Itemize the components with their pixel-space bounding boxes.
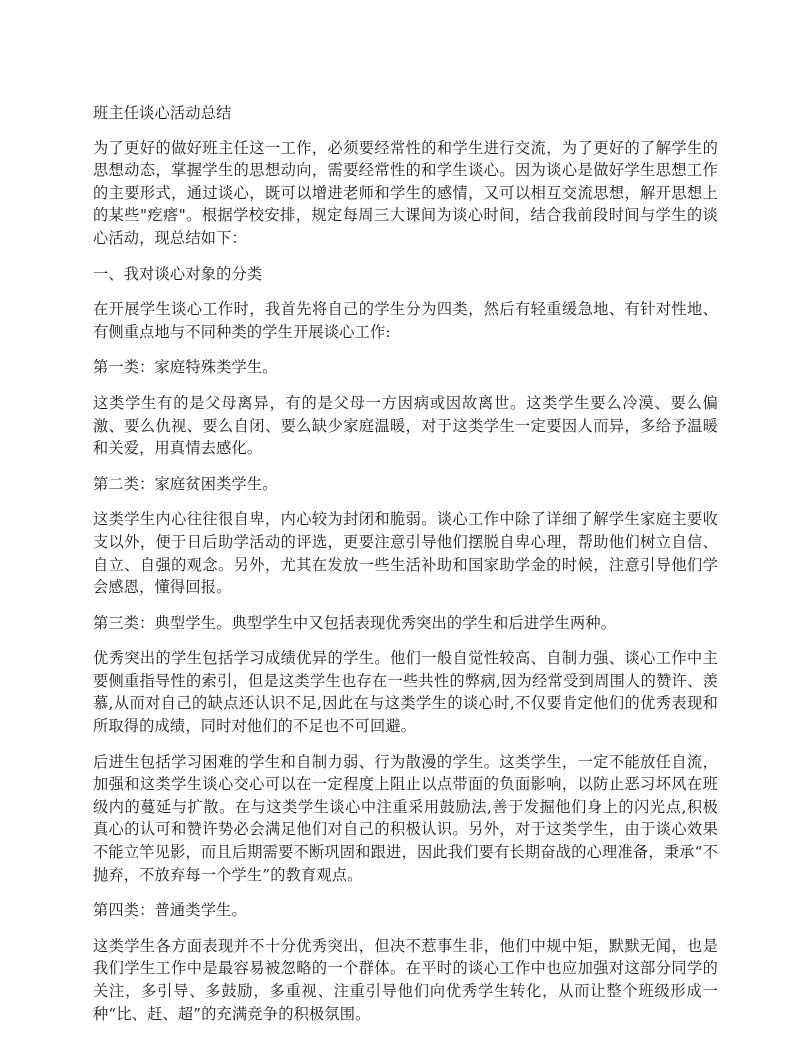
category-2-body: 这类学生内心往往很自卑，内心较为封闭和脆弱。谈心工作中除了详细了解学生家庭主要收支以外，便于日后助学活动的评选，更要注意引导他们摆脱自卑心理，帮助他们树立自信、自立、自强的观念。另外，尤其在发放一些生活补助和国家助学金的时候，注意引导他们学会感恩，懂得回报。 xyxy=(93,510,718,597)
paragraph-intro: 为了更好的做好班主任这一工作，必须要经常性的和学生进行交流，为了更好的了解学生的思想动态，掌握学生的思想动向，需要经常性的和学生谈心。因为谈心是做好学生思想工作的主要形式，通过谈心，既可以增进老师和学生的感情，又可以相互交流思想，解开思想上的某些"疙瘩"。根据学校安排，规定每周三大课间为谈心时间，结合我前段时间与学生的谈心活动，现总结如下： xyxy=(93,138,718,247)
category-1-body: 这类学生有的是父母离异，有的是父母一方因病或因故离世。这类学生要么冷漠、要么偏激、要么仇视、要么自闭、要么缺少家庭温暖，对于这类学生一定要因人而异，多给予温暖和关爱，用真情去感化。 xyxy=(93,393,718,458)
document-page xyxy=(93,102,718,1038)
document-title: 班主任谈心活动总结 xyxy=(93,104,232,122)
section-heading-1: 一、我对谈心对象的分类 xyxy=(93,264,263,283)
category-2-heading: 第二类：家庭贫困类学生。 xyxy=(93,474,278,493)
category-3-body-excellent: 优秀突出的学生包括学习成绩优异的学生。他们一般自觉性较高、自制力强、谈心工作中主要侧重指导性的索引，但是这类学生也存在一些共性的弊病,因为经常受到周围人的赞许、羡慕,从而对自己的缺点还认识不足,因此在与这类学生的谈心时,不仅要肯定他们的优秀表现和所取得的成绩，同时对他们的不足也不可回避。 xyxy=(93,649,718,736)
paragraph-classification: 在开展学生谈心工作时，我首先将自己的学生分为四类，然后有轻重缓急地、有针对性地、有侧重点地与不同种类的学生开展谈心工作: xyxy=(93,300,718,341)
category-3-heading: 第三类：典型学生。典型学生中又包括表现优秀突出的学生和后进学生两种。 xyxy=(93,613,617,632)
category-1-heading: 第一类：家庭特殊类学生。 xyxy=(93,358,278,377)
category-4-body: 这类学生各方面表现并不十分优秀突出，但决不惹事生非，他们中规中矩，默默无闻，也是我们学生工作中是最容易被忽略的一个群体。在平时的谈心工作中也应加强对这部分同学的关注，多引导、多鼓励，多重视、注重引导他们向优秀学生转化，从而让整个班级形成一种“比、赶、超”的充满竞争的积极氛围。 xyxy=(93,936,718,1023)
category-4-heading: 第四类：普通类学生。 xyxy=(93,901,247,920)
category-3-body-underachiever: 后进生包括学习困难的学生和自制力弱、行为散漫的学生。这类学生，一定不能放任自流，加强和这类学生谈心交心可以在一定程度上阻止以点带面的负面影响，以防止恶习坏风在班级内的蔓延与扩散。在与这类学生谈心中注重采用鼓励法,善于发掘他们身上的闪光点,积极真心的认可和赞许势必会满足他们对自己的积极认识。另外，对于这类学生，由于谈心效果不能立竿见影，而且后期需要不断巩固和跟进，因此我们要有长期奋战的心理准备，秉承“不抛弃，不放弃每一个学生”的教育观点。 xyxy=(93,752,718,884)
